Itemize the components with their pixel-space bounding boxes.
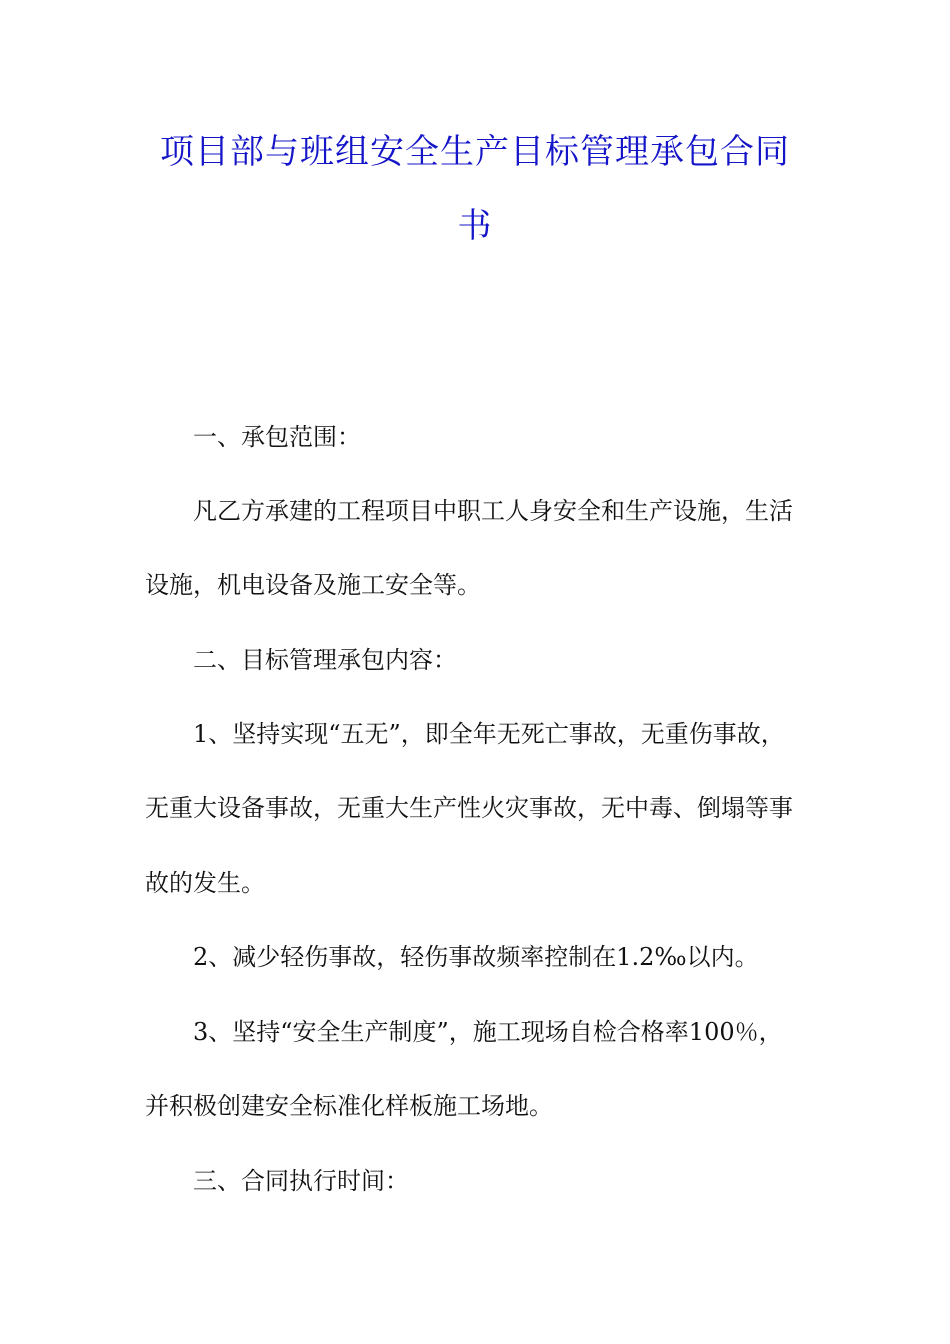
paragraph-line: 1、坚持实现“五无”，即全年无死亡事故，无重伤事故， <box>193 720 785 748</box>
paragraph-line: 故的发生。 <box>145 869 265 897</box>
paragraph-line: 并积极创建安全标准化样板施工场地。 <box>145 1092 553 1120</box>
section-heading-scope: 一、承包范围： <box>193 423 361 451</box>
document-title-line-2: 书 <box>457 206 493 246</box>
section-heading-content: 二、目标管理承包内容： <box>193 646 457 674</box>
section-heading-term: 三、合同执行时间： <box>193 1167 409 1195</box>
paragraph-line: 无重大设备事故，无重大生产性火灾事故，无中毒、倒塌等事 <box>145 794 793 822</box>
document-title-line-1: 项目部与班组安全生产目标管理承包合同 <box>160 132 790 172</box>
paragraph-line: 2、减少轻伤事故，轻伤事故频率控制在1.2‰以内。 <box>193 943 759 971</box>
paragraph-line: 设施，机电设备及施工安全等。 <box>145 571 481 599</box>
paragraph-line: 凡乙方承建的工程项目中职工人身安全和生产设施，生活 <box>193 497 793 525</box>
paragraph-line: 3、坚持“安全生产制度”，施工现场自检合格率100％， <box>193 1018 783 1046</box>
